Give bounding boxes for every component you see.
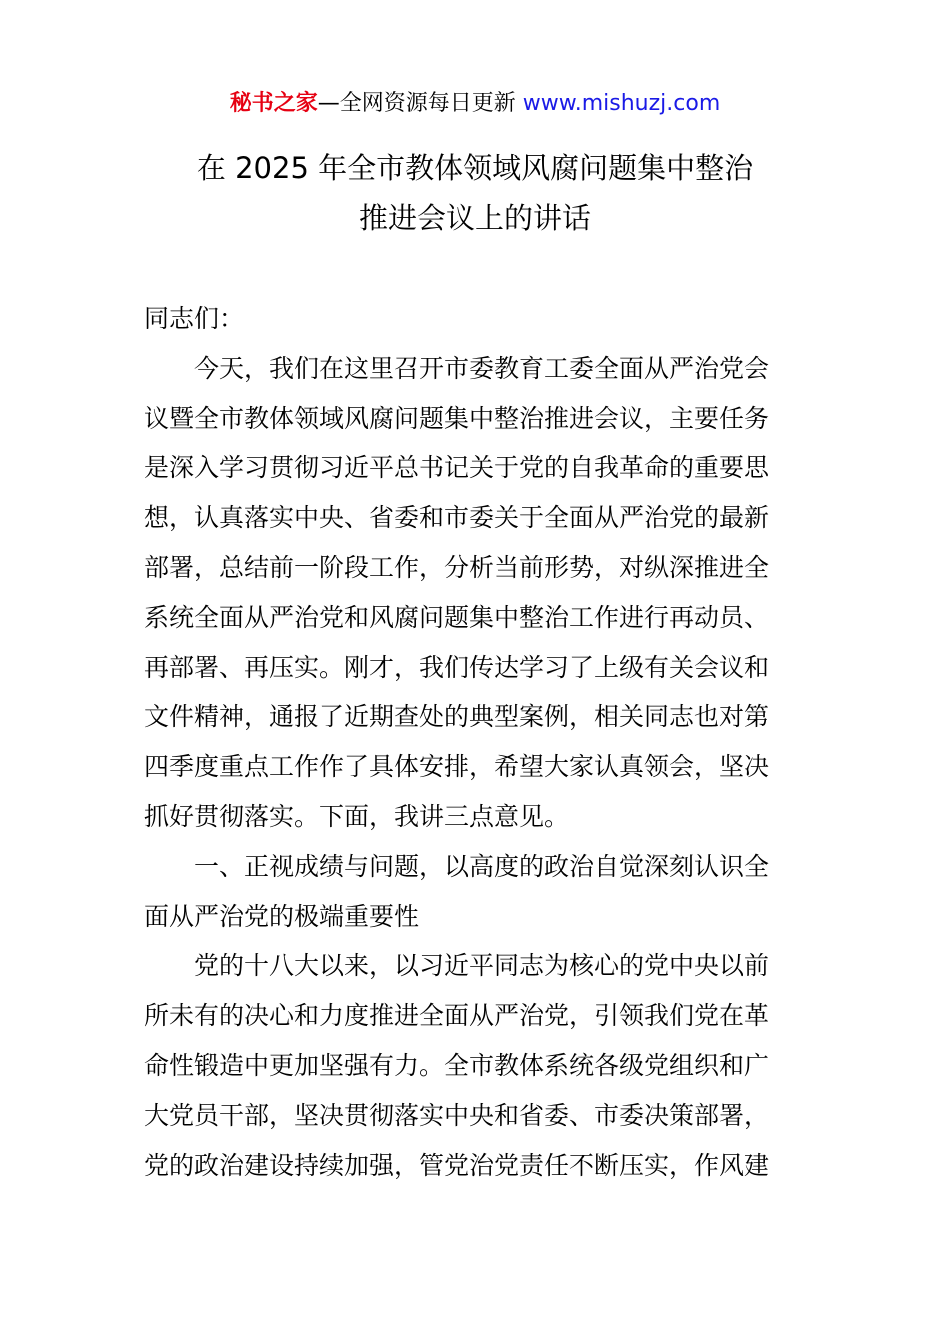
- paragraph-line: 再部署、再压实。刚才，我们传达学习了上级有关会议和: [144, 652, 770, 682]
- paragraph-line: 抓好贯彻落实。下面，我讲三点意见。: [144, 801, 570, 831]
- paragraph-line: 今天，我们在这里召开市委教育工委全面从严治党会: [194, 353, 770, 383]
- paragraph-line: 党的政治建设持续加强，管党治党责任不断压实，作风建: [144, 1150, 770, 1180]
- document-title-line-1: 在 2025 年全市教体领域风腐问题集中整治: [196, 151, 754, 185]
- section-heading-line: 面从严治党的极端重要性: [144, 901, 420, 931]
- document-body: [144, 294, 814, 1190]
- site-tagline: —全网资源每日更新: [317, 91, 516, 116]
- paragraph-line: 所未有的决心和力度推进全面从严治党，引领我们党在革: [144, 1001, 770, 1031]
- document-title-line-2: 推进会议上的讲话: [358, 201, 591, 235]
- paragraph-line: 命性锻造中更加坚强有力。全市教体系统各级党组织和广: [144, 1050, 770, 1080]
- section-heading-line: 一、正视成绩与问题，以高度的政治自觉深刻认识全: [194, 851, 770, 881]
- paragraph-line: 系统全面从严治党和风腐问题集中整治工作进行再动员、: [144, 602, 770, 632]
- site-url-link[interactable]: www.mishuzj.com: [522, 91, 721, 116]
- paragraph-line: 议暨全市教体领域风腐问题集中整治推进会议，主要任务: [144, 403, 770, 433]
- site-brand: 秘书之家: [229, 91, 318, 116]
- paragraph-line: 文件精神，通报了近期查处的典型案例，相关同志也对第: [144, 702, 770, 732]
- site-header: [0, 86, 950, 122]
- paragraph-line: 想，认真落实中央、省委和市委关于全面从严治党的最新: [144, 503, 770, 533]
- paragraph-line: 四季度重点工作作了具体安排，希望大家认真领会，坚决: [144, 752, 770, 782]
- paragraph-line: 大党员干部，坚决贯彻落实中央和省委、市委决策部署，: [144, 1100, 770, 1130]
- paragraph-line: 党的十八大以来，以习近平同志为核心的党中央以前: [194, 951, 770, 981]
- paragraph-line: 部署，总结前一阶段工作，分析当前形势，对纵深推进全: [144, 552, 770, 582]
- paragraph-line: 是深入学习贯彻习近平总书记关于党的自我革命的重要思: [144, 453, 770, 483]
- salutation: 同志们：: [144, 304, 245, 333]
